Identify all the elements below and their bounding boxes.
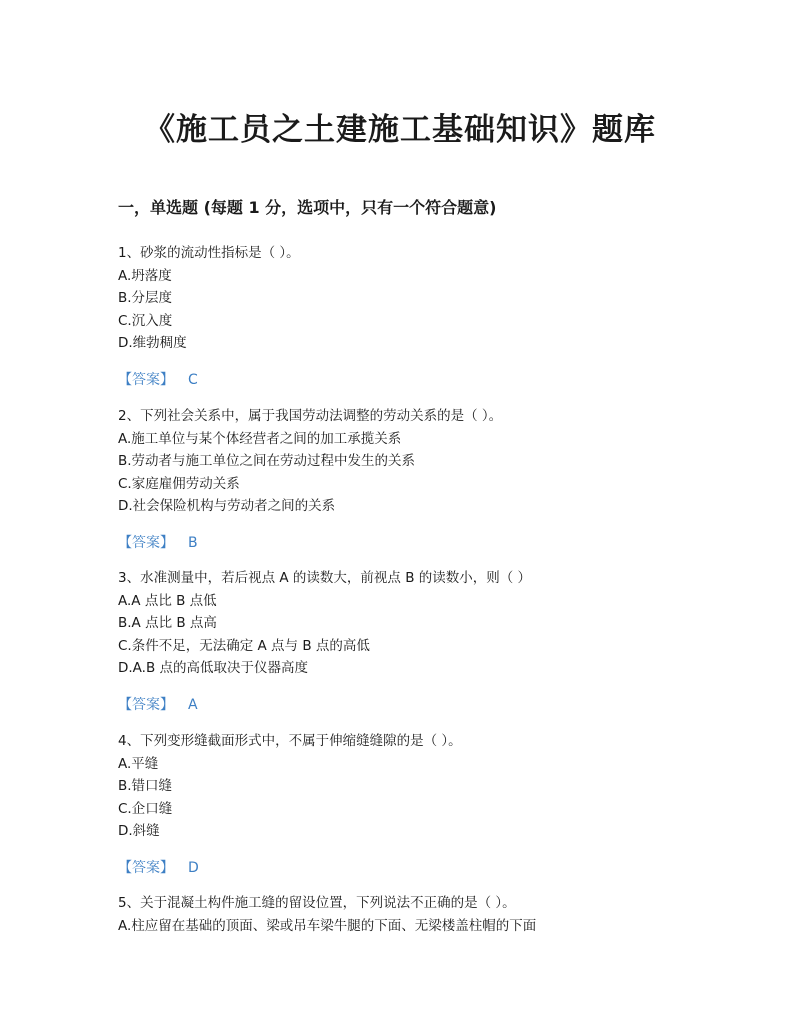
option-b: B.错口缝 [118, 778, 173, 794]
answer-row [118, 694, 758, 716]
option-d: D.斜缝 [118, 823, 160, 839]
answer-row [118, 857, 758, 879]
option-c: C.家庭雇佣劳动关系 [118, 475, 240, 492]
question-4 [118, 730, 758, 879]
answer-row [118, 369, 758, 391]
option-a: A.平缝 [118, 755, 159, 772]
answer-value: D [188, 859, 199, 876]
answer-label: 【答案】 [118, 534, 174, 551]
option-a: A.坍落度 [118, 267, 172, 284]
option-a: A.柱应留在基础的顶面、梁或吊车梁牛腿的下面、无梁楼盖柱帽的下面 [118, 917, 537, 934]
option-a: A.施工单位与某个体经营者之间的加工承揽关系 [118, 430, 402, 447]
question-stem: 2、下列社会关系中，属于我国劳动法调整的劳动关系的是（ ）。 [118, 408, 503, 424]
option-d: D.社会保险机构与劳动者之间的关系 [118, 498, 336, 514]
answer-value: C [188, 371, 198, 388]
option-b: B.A 点比 B 点高 [118, 615, 217, 631]
document-title: 《施工员之土建施工基础知识》题库 [144, 112, 656, 148]
question-5 [118, 892, 758, 937]
question-3 [118, 567, 758, 716]
answer-label: 【答案】 [118, 371, 174, 388]
option-c: C.沉入度 [118, 312, 173, 329]
option-b: B.分层度 [118, 290, 173, 306]
answer-label: 【答案】 [118, 696, 174, 713]
question-stem: 3、水准测量中，若后视点 A 的读数大，前视点 B 的读数小，则（ ） [118, 570, 532, 586]
option-d: D.维勃稠度 [118, 335, 187, 351]
question-stem: 4、下列变形缝截面形式中，不属于伸缩缝缝隙的是（ ）。 [118, 733, 462, 749]
option-c: C.条件不足，无法确定 A 点与 B 点的高低 [118, 637, 370, 654]
answer-value: A [188, 696, 198, 713]
answer-label: 【答案】 [118, 859, 174, 876]
option-c: C.企口缝 [118, 800, 173, 817]
question-stem: 1、砂浆的流动性指标是（ ）。 [118, 245, 300, 261]
option-b: B.劳动者与施工单位之间在劳动过程中发生的关系 [118, 453, 416, 469]
question-stem: 5、关于混凝土构件施工缝的留设位置，下列说法不正确的是（ ）。 [118, 895, 516, 911]
answer-row [118, 532, 758, 554]
question-1 [118, 242, 758, 391]
option-a: A.A 点比 B 点低 [118, 592, 217, 609]
question-2 [118, 405, 758, 554]
answer-value: B [188, 534, 198, 551]
section-heading: 一，单选题 (每题 1 分，选项中，只有一个符合题意) [118, 198, 497, 217]
option-d: D.A.B 点的高低取决于仪器高度 [118, 660, 309, 676]
